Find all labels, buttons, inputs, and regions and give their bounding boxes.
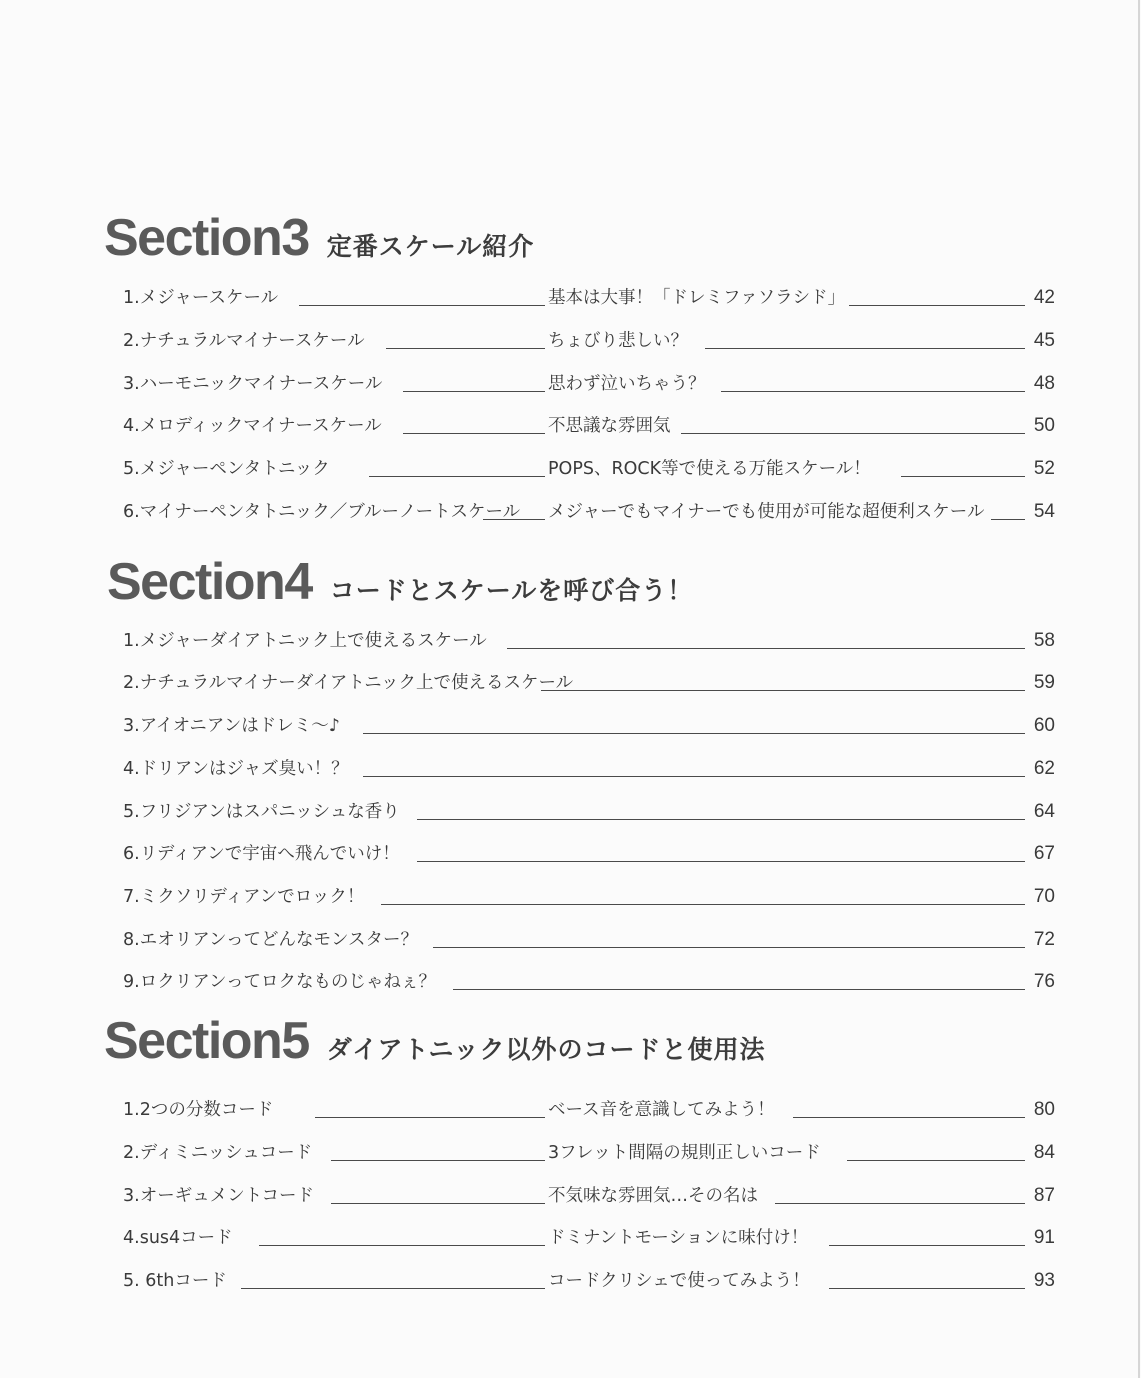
section-title: ダイアトニック以外のコードと使用法	[326, 1035, 766, 1064]
leader-line	[847, 1160, 1025, 1161]
toc-entry[interactable]	[123, 1181, 1055, 1211]
leader-line	[433, 947, 1025, 948]
leader-line	[403, 391, 545, 392]
entry-subtitle: 思わず泣いちゃう？	[548, 374, 706, 394]
toc-entry[interactable]	[123, 326, 1055, 356]
leader-line	[991, 519, 1025, 520]
toc-entry[interactable]	[123, 668, 1055, 698]
page-number: 84	[1033, 1142, 1055, 1163]
entry-title: 7.ミクソリディアンでロック！	[123, 887, 365, 907]
page-number: 60	[1033, 715, 1055, 736]
toc-entry[interactable]	[123, 882, 1055, 912]
leader-line	[417, 861, 1025, 862]
page-number: 58	[1033, 630, 1055, 651]
page-number: 72	[1033, 929, 1055, 950]
leader-line	[331, 1203, 545, 1204]
entry-title: 2.ナチュラルマイナースケール	[123, 331, 365, 351]
page-number: 62	[1033, 758, 1055, 779]
entry-title: 6.リディアンで宇宙へ飛んでいけ！	[123, 844, 400, 864]
leader-line	[901, 476, 1025, 477]
page-number: 50	[1033, 415, 1055, 436]
toc-entry[interactable]	[123, 925, 1055, 955]
section-title: コードとスケールを呼び合う！	[329, 576, 694, 605]
leader-line	[381, 904, 1025, 905]
leader-line	[299, 305, 545, 306]
leader-line	[507, 648, 1025, 649]
section-title: 定番スケール紹介	[326, 232, 535, 261]
leader-line	[259, 1245, 545, 1246]
entry-subtitle: POPS、ROCK等で使える万能スケール！	[548, 459, 871, 479]
toc-entry[interactable]	[123, 454, 1055, 484]
entry-title: 1.メジャーダイアトニック上で使えるスケール	[123, 631, 487, 651]
entry-title: 3.オーギュメントコード	[123, 1186, 314, 1206]
page-number: 67	[1033, 843, 1055, 864]
entry-title: 2.ナチュラルマイナーダイアトニック上で使えるスケール	[123, 673, 574, 693]
entry-subtitle: 不思議な雰囲気	[548, 416, 671, 436]
toc-entry[interactable]	[123, 967, 1055, 997]
entry-title: 5. 6thコード	[123, 1271, 227, 1291]
entry-title: 1.メジャースケール	[123, 288, 279, 308]
entry-subtitle: ちょびり悲しい？	[548, 331, 688, 351]
entry-title: 6.マイナーペンタトニック／ブルーノートスケール	[123, 502, 521, 522]
entry-title: 1.2つの分数コード	[123, 1100, 274, 1120]
leader-line	[315, 1117, 545, 1118]
page-edge	[1138, 0, 1140, 1378]
toc-entry[interactable]	[123, 369, 1055, 399]
page-number: 70	[1033, 886, 1055, 907]
leader-line	[386, 348, 545, 349]
section-number: Section3	[104, 209, 309, 267]
page-number: 45	[1033, 330, 1055, 351]
entry-subtitle: ドミナントモーションに味付け！	[548, 1228, 809, 1248]
entry-title: 4.メロディックマイナースケール	[123, 416, 382, 436]
leader-line	[453, 989, 1025, 990]
leader-line	[363, 733, 1025, 734]
entry-subtitle: メジャーでもマイナーでも使用が可能な超便利スケール	[548, 502, 985, 522]
entry-title: 2.ディミニッシュコード	[123, 1143, 313, 1163]
leader-line	[331, 1160, 545, 1161]
entry-title: 8.エオリアンってどんなモンスター？	[123, 930, 418, 950]
entry-title: 4.sus4コード	[123, 1228, 233, 1248]
page-number: 59	[1033, 672, 1055, 693]
page-number: 52	[1033, 458, 1055, 479]
page-number: 76	[1033, 971, 1055, 992]
page-number: 93	[1033, 1270, 1055, 1291]
leader-line	[403, 433, 545, 434]
entry-title: 3.ハーモニックマイナースケール	[123, 374, 383, 394]
entry-subtitle: コードクリシェで使ってみよう！	[548, 1271, 810, 1291]
toc-entry[interactable]	[123, 1266, 1055, 1296]
leader-line	[369, 476, 545, 477]
page-number: 91	[1033, 1227, 1055, 1248]
page-number: 64	[1033, 801, 1055, 822]
toc-entry[interactable]	[123, 497, 1055, 527]
toc-entry[interactable]	[123, 797, 1055, 827]
leader-line	[363, 776, 1025, 777]
entry-subtitle: 基本は大事！「ドレミファソラシド」	[548, 288, 846, 308]
page-number: 48	[1033, 373, 1055, 394]
leader-line	[483, 519, 545, 520]
leader-line	[849, 305, 1025, 306]
leader-line	[417, 819, 1025, 820]
toc-entry[interactable]	[123, 626, 1055, 656]
page-number: 87	[1033, 1185, 1055, 1206]
leader-line	[541, 690, 1025, 691]
entry-title: 4.ドリアンはジャズ臭い！？	[123, 759, 349, 779]
section-number: Section4	[107, 553, 312, 611]
entry-subtitle: 不気味な雰囲気…その名は	[548, 1186, 758, 1206]
leader-line	[721, 391, 1025, 392]
leader-line	[705, 348, 1025, 349]
section-number: Section5	[104, 1012, 309, 1070]
toc-entry[interactable]	[123, 283, 1055, 313]
entry-subtitle: ベース音を意識してみよう！	[548, 1100, 775, 1120]
page-number: 54	[1033, 501, 1055, 522]
leader-line	[829, 1245, 1025, 1246]
page-number: 42	[1033, 287, 1055, 308]
leader-line	[241, 1288, 545, 1289]
leader-line	[793, 1117, 1025, 1118]
entry-title: 9.ロクリアンってロクなものじゃねぇ？	[123, 972, 436, 992]
entry-title: 5.フリジアンはスパニッシュな香り	[123, 802, 400, 822]
toc-entry[interactable]	[123, 711, 1055, 741]
entry-title: 5.メジャーペンタトニック	[123, 459, 330, 479]
section-heading	[104, 1011, 766, 1071]
toc-entry[interactable]	[123, 1138, 1055, 1168]
toc-entry[interactable]	[123, 754, 1055, 784]
entry-title: 3.アイオニアンはドレミ〜♪	[123, 716, 340, 736]
leader-line	[829, 1288, 1025, 1289]
leader-line	[681, 433, 1025, 434]
section-heading	[104, 208, 534, 268]
toc-entry[interactable]	[123, 839, 1055, 869]
toc-entry[interactable]	[123, 1223, 1055, 1253]
entry-subtitle: 3フレット間隔の規則正しいコード	[548, 1143, 821, 1163]
leader-line	[775, 1203, 1025, 1204]
toc-entry[interactable]	[123, 411, 1055, 441]
toc-entry[interactable]	[123, 1095, 1055, 1125]
section-heading	[107, 552, 693, 612]
page-number: 80	[1033, 1099, 1055, 1120]
